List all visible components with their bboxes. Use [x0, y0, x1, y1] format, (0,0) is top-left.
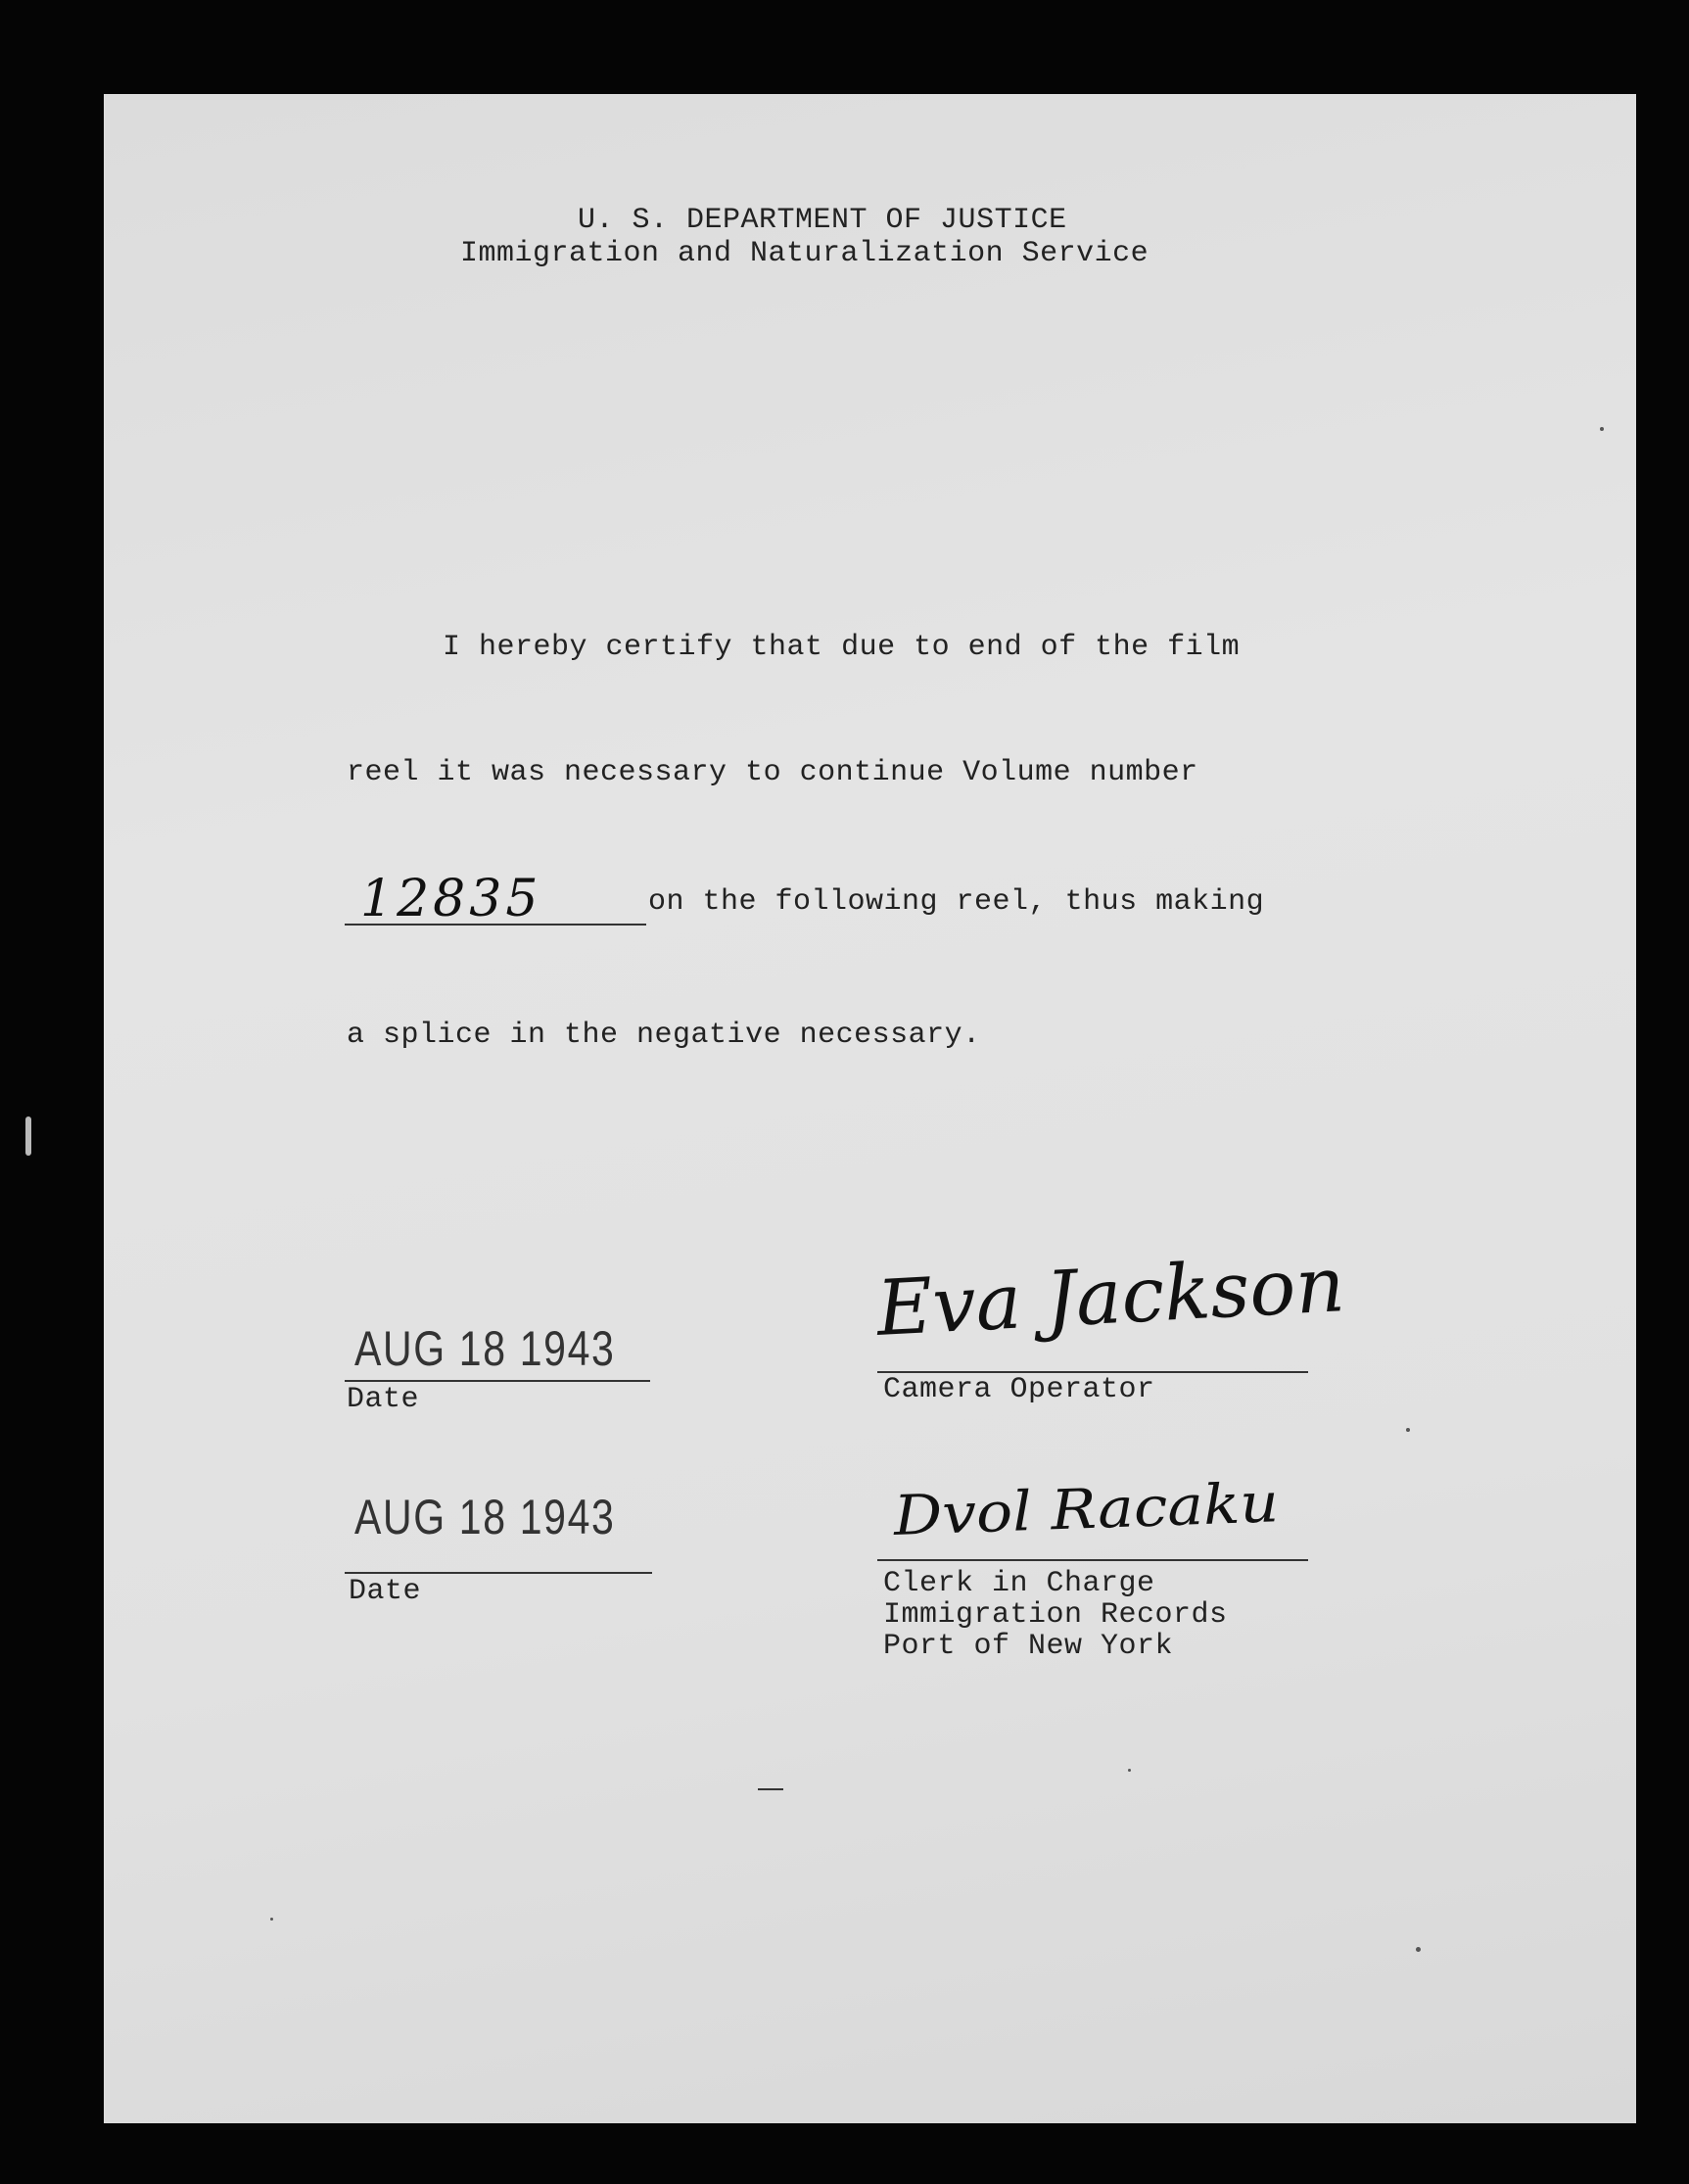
header-department: U. S. DEPARTMENT OF JUSTICE	[578, 204, 1067, 237]
date-label-2: Date	[349, 1575, 422, 1608]
body-line-2: reel it was necessary to continue Volume number	[347, 756, 1198, 789]
clerk-signature-line	[877, 1559, 1308, 1561]
clerk-signature: Dvol Racaku	[892, 1471, 1281, 1548]
scan-speck	[1128, 1769, 1131, 1772]
scan-speck	[1600, 427, 1604, 431]
scan-speck	[270, 1918, 273, 1921]
clerk-title-2: Immigration Records	[883, 1598, 1228, 1632]
body-line-1: I hereby certify that due to end of the film	[443, 631, 1241, 664]
header-service: Immigration and Naturalization Service	[460, 237, 1149, 270]
body-line-4: a splice in the negative necessary.	[347, 1019, 981, 1052]
date-label-1: Date	[347, 1383, 420, 1416]
body-line-3: on the following reel, thus making	[648, 885, 1265, 919]
scan-dash-artifact	[758, 1788, 783, 1790]
date-stamp-2: AUG 18 1943	[354, 1490, 616, 1544]
document-page	[104, 94, 1636, 2123]
scan-speck	[1416, 1947, 1421, 1952]
date-line-2	[345, 1572, 652, 1574]
date-stamp-1: AUG 18 1943	[354, 1321, 616, 1376]
date-line-1	[345, 1380, 650, 1382]
scan-speck	[1406, 1428, 1410, 1432]
clerk-title-3: Port of New York	[883, 1630, 1174, 1663]
volume-number-underline	[345, 924, 646, 926]
clerk-title-1: Clerk in Charge	[883, 1567, 1155, 1600]
camera-operator-label: Camera Operator	[883, 1373, 1155, 1406]
volume-number-handwritten: 12835	[360, 870, 542, 928]
camera-operator-signature: Eva Jackson	[874, 1241, 1347, 1353]
edge-artifact	[25, 1116, 31, 1156]
